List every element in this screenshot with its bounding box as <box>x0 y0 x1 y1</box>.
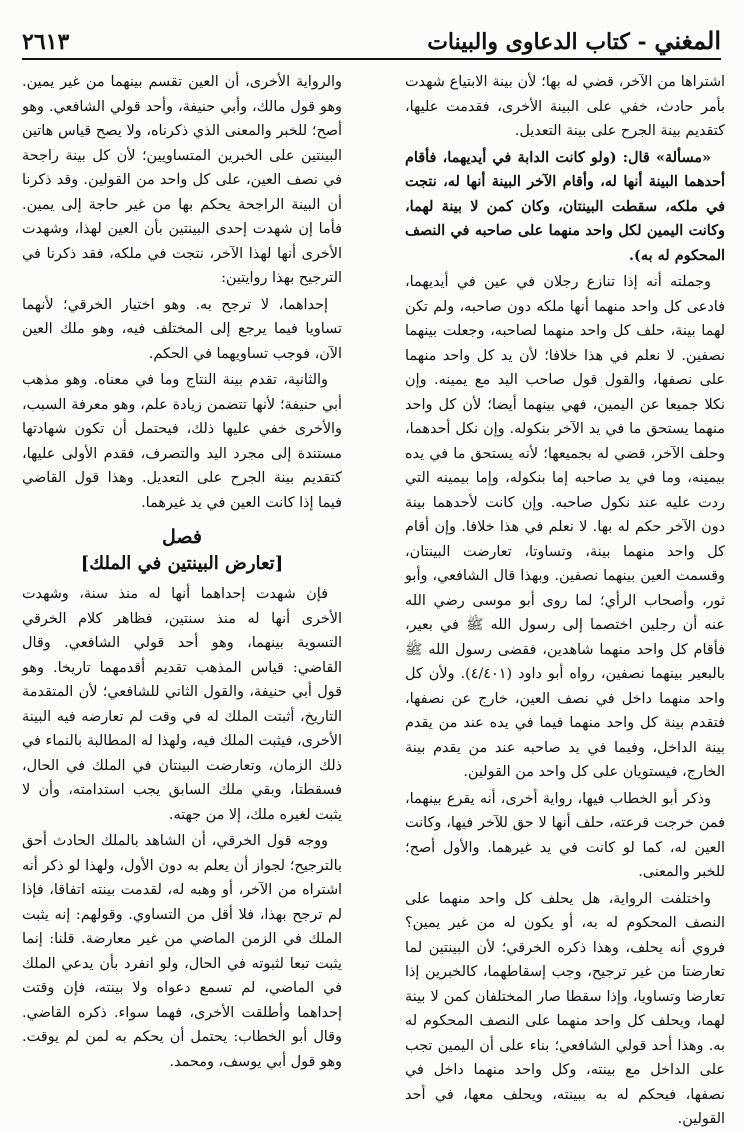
paragraph: فإن شهدت إحداهما أنها له منذ سنة، وشهدت الأخرى أنها له منذ سنتين، فظاهر كلام الخرقي التسوية بينهما، وهو أحد قولي الشافعي. وقال القاضي: قياس المذهب تقديم أقدمهما تاريخا. وهو قول أبي حنيفة، والقول الثاني للشافعي؛ لأن المتقدمة التاريخ، أثبتت الملك له في وقت لم تعارضه فيه البينة الأخرى، فيثبت الملك فيه، ولهذا له المطالبة بالنماء في ذلك الزمان، وتعارضت البينتان في الملك في الحال، فسقطتا، وبقي ملك السابق يجب استدامته، وأن لا يثبت لغيره ملك، إلا من جهته. <box>22 586 342 823</box>
paragraph: وجملته أنه إذا تنازع رجلان في عين في أيديهما، فادعى كل واحد منهما أنها ملكه دون صاحبه، ولم تكن لهما بينة، حلف كل واحد منهما لصاحبه، وجعلت بينهما نصفين. لا نعلم في هذا خلافا؛ لأن يد كل واحد منهما على نصفها، والقول قول صاحب اليد مع يمينه. وإن نكلا جميعا عن اليمين، فهي بينهما أيضا؛ لأن كل واحد منهما يستحق ما في يد الآخر بنكوله. وإن نكل أحدهما، وحلف الآخر، قضي له بجميعها؛ لأنه يستحق ما في يده بيمينه، وما في يد صاحبه إما بنكوله، وإما بيمينه التي ردت عليه عند نكول صاحبه. وإن كانت لأحدهما بينة دون الآخر حكم له بها. لا نعلم في هذا خلافا. وإن أقام كل واحد منهما بينة، وتساوتا، تعارضت البينتان، وقسمت العين بينهما نصفين. وبهذا قال الشافعي، وأبو ثور، وأصحاب الرأي؛ لما روى أبو موسى رضي الله عنه أن رجلين اختصما إلى رسول الله ﷺ في بعير، فأقام كل واحد منهما شاهدين، فقضى رسول الله ﷺ بالبعير بينهما نصفين، رواه أبو داود (٤/٤٠١). ولأن كل واحد منهما داخل في نصف العين، خارج عن نصفها، فتقدم بينة كل واحد منهما فيما في يده عند من يقدم بينة الداخل، وفيما في يد صاحبه عند من يقدم بينة الخارج، فيستويان على كل واحد من القولين. <box>405 274 725 780</box>
chapter-title: - كتاب الدعاوى والبينات <box>427 29 647 55</box>
paragraph: إحداهما، لا ترجح به. وهو اختيار الخرقي؛ لأنهما تساويا فيما يرجع إلى المختلف فيه، وهو ملك العين الآن، فوجب تساويهما في الحكم. <box>22 296 342 362</box>
book-title: المغني <box>654 26 721 55</box>
page-number: ٢٦١٣ <box>22 29 70 55</box>
paragraph: وذكر أبو الخطاب فيها، رواية أخرى، أنه يقرع بينهما، فمن خرجت قرعته، حلف أنها لا حق للآخر فيها، وكانت العين له، كما لو كانت في يد غيرهما. والأول أصح؛ للخبر والمعنى. <box>405 790 725 880</box>
section-subtitle: [تعارض البينتين في الملك] <box>80 552 284 574</box>
paragraph: ووجه قول الخرقي، أن الشاهد بالملك الحادث أحق بالترجيح؛ لجواز أن يعلم به دون الأول، ولهذا لو ذكر أنه اشتراه من الآخر، أو وهبه له، لقدمت بينته اتفاقا، فإذا لم ترجح بهذا، فلا أقل من التساوي. وقولهم: إنه يثبت الملك في الزمن الماضي من غير معارضة. قلنا: إنما يثبت تبعا لثبوته في الحال، ولو انفرد بأن يدعي الملك في الماضي، لم تسمع دعواه ولا بينته، فإن وقتت إحداهما وأطلقت الأخرى، فهما سواء. ذكره القاضي. وقال أبو الخطاب: يحتمل أن يحكم به لمن لم يوقت. وهو قول أبي يوسف، ومحمد. <box>22 833 342 1070</box>
running-title <box>427 26 721 55</box>
paragraph: والثانية، تقدم بينة النتاج وما في معناه. وهو مذهب أبي حنيفة؛ لأنها تتضمن زيادة علم، وهو معرفة السبب، والأخرى خفي عليها ذلك، فيحتمل أن تكون شهادتها مستندة إلى مجرد اليد والتصرف، فقدم الأولى عليها، كتقديم بينة الجرح على التعديل. وهذا قول القاضي فيما إذا كانت العين في يد غيرهما. <box>22 372 342 511</box>
section-title: فصل <box>162 526 202 548</box>
paragraph: واختلفت الرواية، هل يحلف كل واحد منهما على النصف المحكوم له به، أو يكون له من غير يمين؟ فروي أنه يحلف، وهذا ذكره الخرقي؛ لأن البينتين لما تعارضتا من غير ترجيح، وجب إسقاطهما، كالخبرين إذا تعارضا وتساويا، وإذا سقطا صار المختلفان كمن لا بينة لهما، ويحلف كل واحد منهما على النصف المحكوم له به. وهذا أحد قولي الشافعي؛ بناء على أن اليمين تجب على الداخل مع بينته، وكل واحد منهما داخل في نصفها، فيحكم له به ببينته، ويحلف معها، في أحد القولين. <box>405 890 725 1127</box>
right-column <box>405 70 725 1127</box>
page-header <box>22 20 721 60</box>
paragraph: والرواية الأخرى، أن العين تقسم بينهما من غير يمين. وهو قول مالك، وأبي حنيفة، وأحد قولي الشافعي. وهو أصح؛ للخبر والمعنى الذي ذكرناه، ولا يصح قياس هاتين البينتين على الخبرين المتساويين؛ لأن كل بينة راجحة في نصف العين، على كل واحد من القولين. وقد ذكرنا أن البينة الراجحة يحكم بها من غير حاجة إلى يمين. فأما إن شهدت إحدى البينتين بأن العين لهذا، وشهدت الأخرى أنها لهذا الآخر، نتجت في ملكه، فقد ذكرنا في الترجيح بهذا روايتين: <box>22 74 342 286</box>
mas-ala-paragraph: «مسألة» قال: (ولو كانت الدابة في أيديهما، فأقام أحدهما البينة أنها له، وأقام الآخر البينة أنها له، نتجت في ملكه، سقطت البينتان، وكان كمن لا بينة لهما، وكانت اليمين لكل واحد منهما على صاحبه في النصف المحكوم له به). <box>405 148 725 264</box>
paragraph: اشتراها من الآخر، قضي له بها؛ لأن بينة الابتياع شهدت بأمر حادث، خفي على البينة الأخرى، فقدمت عليها، كتقديم بينة الجرح على بينة التعديل. <box>405 74 725 139</box>
left-column <box>22 70 342 1070</box>
